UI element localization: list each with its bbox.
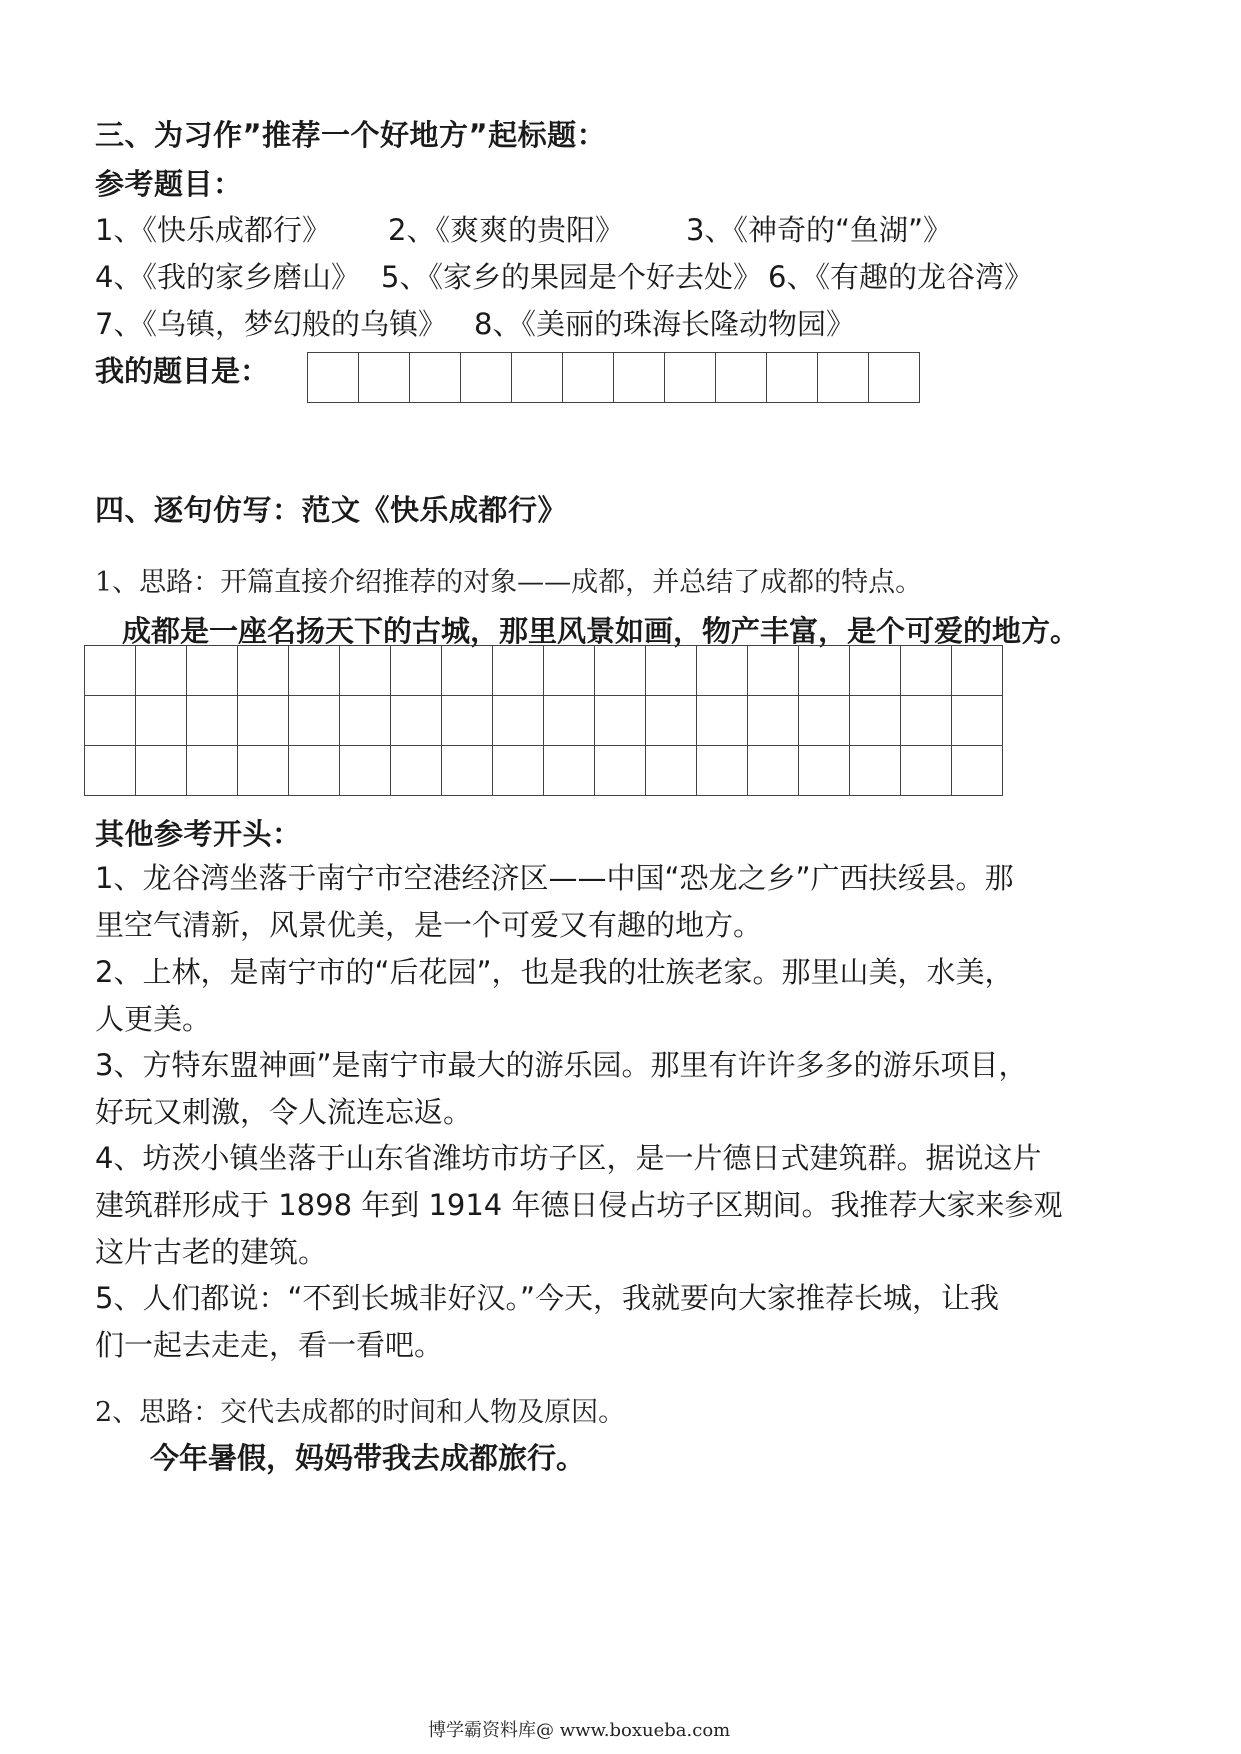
model-sentence-1: 成都是一座名扬天下的古城，那里风景如画，物产丰富，是个可爱的地方。 (122, 614, 1080, 648)
writing-cell[interactable] (716, 353, 767, 403)
writing-cell[interactable] (442, 646, 493, 696)
writing-cell[interactable] (544, 696, 595, 746)
writing-cell[interactable] (748, 746, 799, 796)
writing-cell[interactable] (869, 353, 920, 403)
section4-heading: 四、逐句仿写：范文《快乐成都行》 (95, 493, 568, 527)
writing-cell[interactable] (340, 646, 391, 696)
title-option-6: 6、《有趣的龙谷湾》 (768, 260, 1033, 294)
writing-cell[interactable] (646, 696, 697, 746)
opening-4-line-3: 这片古老的建筑。 (95, 1235, 328, 1269)
writing-cell[interactable] (799, 696, 850, 746)
writing-cell[interactable] (850, 746, 901, 796)
writing-cell[interactable] (512, 353, 563, 403)
opening-3-line-2: 好玩又刺激，令人流连忘返。 (95, 1095, 473, 1129)
section3-heading: 三、为习作”推荐一个好地方”起标题： (95, 118, 607, 152)
title-option-7: 7、《乌镇，梦幻般的乌镇》 (95, 307, 447, 341)
writing-cell[interactable] (493, 696, 544, 746)
title-option-3: 3、《神奇的“鱼湖”》 (686, 213, 952, 247)
title-option-4: 4、《我的家乡磨山》 (95, 260, 360, 294)
writing-cell[interactable] (85, 746, 136, 796)
writing-cell[interactable] (850, 696, 901, 746)
writing-cell[interactable] (850, 646, 901, 696)
my-title-label: 我的题目是： (95, 354, 270, 388)
opening-1-line-1: 1、龙谷湾坐落于南宁市空港经济区——中国“恐龙之乡”广西扶绥县。那 (95, 861, 1014, 895)
writing-cell[interactable] (136, 646, 187, 696)
writing-cell[interactable] (818, 353, 869, 403)
writing-cell[interactable] (799, 646, 850, 696)
writing-cell[interactable] (391, 646, 442, 696)
footer-watermark: 博学霸资料库@ www.boxueba.com (428, 1720, 731, 1741)
opening-4-line-1: 4、坊茨小镇坐落于山东省潍坊市坊子区，是一片德日式建筑群。据说这片 (95, 1141, 1042, 1175)
writing-cell[interactable] (748, 646, 799, 696)
title-option-2: 2、《爽爽的贵阳》 (388, 213, 624, 247)
writing-cell[interactable] (187, 696, 238, 746)
writing-cell[interactable] (614, 353, 665, 403)
writing-cell[interactable] (391, 696, 442, 746)
opening-4-line-2: 建筑群形成于 1898 年到 1914 年德日侵占坊子区期间。我推荐大家来参观 (95, 1188, 1063, 1222)
writing-cell[interactable] (748, 696, 799, 746)
writing-cell[interactable] (461, 353, 512, 403)
writing-cell[interactable] (391, 746, 442, 796)
writing-cell[interactable] (136, 696, 187, 746)
writing-cell[interactable] (767, 353, 818, 403)
writing-cell[interactable] (308, 353, 359, 403)
writing-cell[interactable] (544, 746, 595, 796)
writing-cell[interactable] (799, 746, 850, 796)
writing-cell[interactable] (85, 646, 136, 696)
writing-cell[interactable] (697, 646, 748, 696)
writing-cell[interactable] (595, 746, 646, 796)
writing-cell[interactable] (697, 746, 748, 796)
writing-cell[interactable] (289, 696, 340, 746)
writing-cell[interactable] (238, 696, 289, 746)
writing-cell[interactable] (952, 746, 1003, 796)
writing-cell[interactable] (595, 696, 646, 746)
writing-cell[interactable] (442, 746, 493, 796)
writing-cell[interactable] (697, 696, 748, 746)
other-openings-heading: 其他参考开头： (95, 817, 302, 851)
title-option-1: 1、《快乐成都行》 (95, 213, 331, 247)
opening-2-line-2: 人更美。 (95, 1002, 212, 1036)
writing-cell[interactable] (563, 353, 614, 403)
writing-cell[interactable] (442, 696, 493, 746)
idea-1: 1、思路：开篇直接介绍推荐的对象——成都，并总结了成都的特点。 (95, 567, 923, 598)
writing-cell[interactable] (187, 646, 238, 696)
opening-5-line-2: 们一起去走走，看一看吧。 (95, 1328, 444, 1362)
writing-cell[interactable] (665, 353, 716, 403)
opening-3-line-1: 3、方特东盟神画”是南宁市最大的游乐园。那里有许许多多的游乐项目， (95, 1048, 1028, 1082)
writing-cell[interactable] (340, 696, 391, 746)
writing-cell[interactable] (952, 696, 1003, 746)
opening-1-line-2: 里空气清新，风景优美，是一个可爱又有趣的地方。 (95, 908, 763, 942)
writing-cell[interactable] (646, 746, 697, 796)
writing-cell[interactable] (410, 353, 461, 403)
writing-cell[interactable] (595, 646, 646, 696)
imitation-writing-grid[interactable] (84, 645, 1003, 796)
reference-titles-heading: 参考题目： (95, 167, 243, 201)
title-option-5: 5、《家乡的果园是个好去处》 (381, 260, 762, 294)
writing-cell[interactable] (289, 646, 340, 696)
writing-cell[interactable] (238, 646, 289, 696)
writing-cell[interactable] (493, 646, 544, 696)
writing-cell[interactable] (340, 746, 391, 796)
writing-cell[interactable] (901, 746, 952, 796)
opening-2-line-1: 2、上林，是南宁市的“后花园”，也是我的壮族老家。那里山美，水美， (95, 955, 1014, 989)
writing-cell[interactable] (646, 646, 697, 696)
model-sentence-2: 今年暑假，妈妈带我去成都旅行。 (150, 1441, 586, 1475)
writing-cell[interactable] (136, 746, 187, 796)
writing-cell[interactable] (187, 746, 238, 796)
writing-cell[interactable] (359, 353, 410, 403)
idea-2: 2、思路：交代去成都的时间和人物及原因。 (95, 1397, 626, 1428)
opening-5-line-1: 5、人们都说：“不到长城非好汉。”今天，我就要向大家推荐长城，让我 (95, 1281, 999, 1315)
writing-cell[interactable] (289, 746, 340, 796)
my-title-writing-grid[interactable] (307, 352, 920, 403)
writing-cell[interactable] (901, 646, 952, 696)
writing-cell[interactable] (493, 746, 544, 796)
title-option-8: 8、《美丽的珠海长隆动物园》 (474, 307, 855, 341)
writing-cell[interactable] (901, 696, 952, 746)
writing-cell[interactable] (238, 746, 289, 796)
writing-cell[interactable] (952, 646, 1003, 696)
writing-cell[interactable] (544, 646, 595, 696)
writing-cell[interactable] (85, 696, 136, 746)
